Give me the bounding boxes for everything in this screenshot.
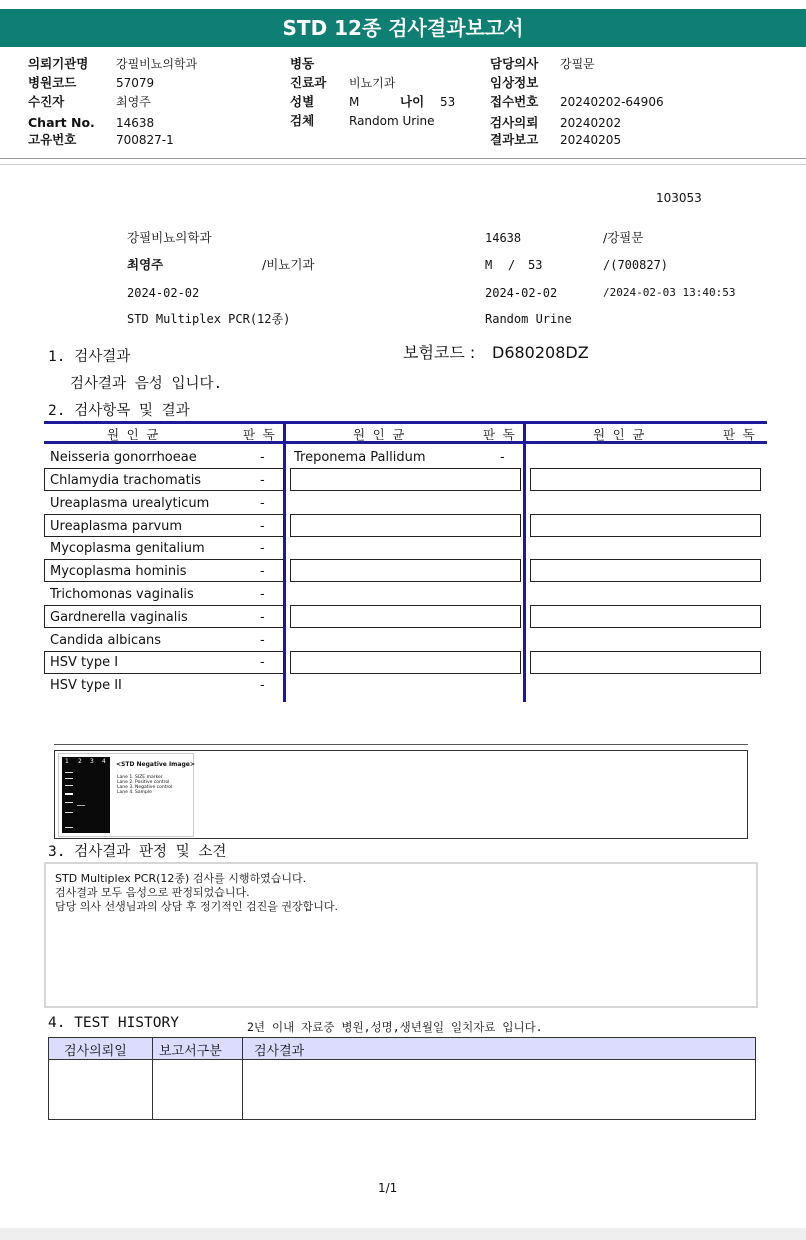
gel-legend [117,775,172,795]
clinical-info-label: 임상정보 [490,75,539,90]
summary-doctor: /강필문 [603,230,644,245]
summary-sex: M [485,258,493,272]
gel-top-rule [54,744,748,745]
history-col-request-date: 검사의뢰일 [64,1044,127,1059]
history-note: 2년 이내 자료중 병원,성명,생년월일 일치자료 입니다. [247,1020,543,1034]
patient-label: 수진자 [28,94,65,109]
lane-label: 4 [102,758,106,765]
history-header [49,1038,755,1060]
organism-result: - [260,519,265,534]
organism-result: - [260,610,265,625]
clinic-value: 강필비뇨의학과 [116,57,198,71]
col3-result-header: 판 독 [723,427,755,442]
organism-name: Ureaplasma urealyticum [50,496,210,511]
dept-label: 진료과 [290,75,327,90]
organism-result: - [260,541,265,556]
organism-result: - [260,655,265,670]
history-col-divider [152,1038,153,1119]
ward-label: 병동 [290,56,315,71]
gel-band [65,812,73,813]
organism-result: - [260,564,265,579]
history-col-report-type: 보고서구분 [159,1044,222,1059]
gel-title: <STD Negative Image> [116,761,195,768]
gel-image [58,753,194,837]
chart-no-label: Chart No. [28,115,95,130]
header-divider [0,158,806,159]
summary-dept: /비뇨기과 [262,257,315,272]
table-top-rule [44,421,767,424]
lane-label: 3 [90,758,94,765]
patient-value: 최영주 [116,95,151,109]
header-divider-2 [0,164,806,165]
col2-organism-header: 원 인 균 [353,427,405,442]
page-number: 1/1 [378,1181,398,1195]
gel-band [65,802,73,803]
chart-no-value: 14638 [116,116,155,130]
gel-band [77,805,85,806]
gel-band [65,793,73,795]
gel-band [65,785,73,786]
row-box [290,468,521,491]
insurance-label: 보험코드 : [403,343,476,362]
gel-band [65,827,73,828]
summary-date1: 2024-02-02 [127,286,200,300]
unique-id-label: 고유번호 [28,132,77,147]
gel-photo [62,757,110,833]
specimen-label: 검체 [290,113,315,128]
organism-name: Candida albicans [50,633,162,648]
specimen-value: Random Urine [349,114,435,128]
gel-band [65,772,73,773]
organism-result: - [260,496,265,511]
request-date-label: 검사의뢰 [490,115,539,130]
organism-result: - [500,450,505,465]
opinion-box [44,862,758,1008]
summary-chart-no: 14638 [485,231,522,245]
receipt-no-label: 접수번호 [490,94,539,109]
col1-result-header: 판 독 [243,427,275,442]
lane-label: 2 [78,758,82,765]
doctor-label: 담당의사 [490,56,539,71]
insurance-code: D680208DZ [492,343,589,362]
summary-specimen: Random Urine [485,312,572,326]
summary-date2: 2024-02-02 [485,286,558,300]
section1-title: 1. 검사결과 [48,349,131,365]
organism-result: - [260,473,265,488]
gel-legend-item: Lane 3. Negative control [117,785,173,790]
unique-id-value: 700827-1 [116,133,174,147]
row-box [530,468,761,491]
row-box [530,559,761,582]
organism-result: - [260,450,265,465]
col2-result-header: 판 독 [483,427,515,442]
section4-title: 4. TEST HISTORY [48,1015,179,1031]
summary-birth: /(700827) [603,258,669,272]
clinic-label: 의뢰기관명 [28,56,89,71]
report-date-value: 20240205 [560,133,622,147]
opinion-line: 담당 의사 선생님과의 상담 후 정기적인 검진을 권장합니다. [55,900,338,913]
age-value: 53 [440,95,456,109]
organism-name: HSV type I [50,655,119,670]
organism-name: Chlamydia trachomatis [50,473,202,488]
hospital-code-label: 병원코드 [28,75,77,90]
receipt-no-value: 20240202-64906 [560,95,664,109]
summary-patient: 최영주 [127,257,164,272]
row-box [290,514,521,537]
lane-label: 1 [65,758,69,765]
doctor-value: 강필문 [560,57,595,71]
organism-result: - [260,633,265,648]
organism-name: Mycoplasma genitalium [50,541,205,556]
report-title: STD 12종 검사결과보고서 [0,9,806,47]
history-col-divider [242,1038,243,1119]
report-date-label: 결과보고 [490,132,539,147]
organism-name: Treponema Pallidum [294,450,426,465]
gel-legend-item: Lane 4. Sample [117,790,152,795]
opinion-line: 검사결과 모두 음성으로 판정되었습니다. [55,886,250,899]
table-col-divider-2 [523,421,526,702]
summary-age: 53 [528,258,543,272]
section2-title: 2. 검사항목 및 결과 [48,403,190,419]
col3-organism-header: 원 인 균 [593,427,645,442]
history-table [48,1037,756,1120]
row-box [290,605,521,628]
organism-result: - [260,587,265,602]
summary-datetime: /2024-02-03 13:40:53 [603,286,736,299]
summary-clinic: 강필비뇨의학과 [127,230,212,245]
sex-label: 성별 [290,94,315,109]
organism-name: Ureaplasma parvum [50,519,183,534]
report-number: 103053 [656,191,702,205]
hospital-code-value: 57079 [116,76,155,90]
col1-organism-header: 원 인 균 [107,427,159,442]
opinion-line: STD Multiplex PCR(12종) 검사를 시행하였습니다. [55,872,307,885]
organism-name: HSV type II [50,678,122,693]
request-date-value: 20240202 [560,116,622,130]
sex-value: M [349,95,360,109]
summary-slash: / [508,258,516,272]
organism-name: Gardnerella vaginalis [50,610,188,625]
row-box [530,605,761,628]
gel-band [65,778,73,779]
history-col-result: 검사결과 [254,1044,305,1059]
gel-legend-item: Lane 2. Positive control [117,780,170,785]
row-box [530,651,761,674]
organism-name: Trichomonas vaginalis [50,587,194,602]
organism-name: Neisseria gonorrhoeae [50,450,197,465]
row-box [290,559,521,582]
organism-result: - [260,678,265,693]
age-label: 나이 [400,94,425,109]
dept-value: 비뇨기과 [349,76,396,90]
summary-test-name: STD Multiplex PCR(12종) [127,312,291,326]
gel-legend-item: Lane 1. SIZE marker [117,775,163,780]
section1-result: 검사결과 음성 입니다. [70,376,223,392]
organism-name: Mycoplasma hominis [50,564,187,579]
row-box [290,651,521,674]
row-box [530,514,761,537]
section3-title: 3. 검사결과 판정 및 소견 [48,844,227,860]
